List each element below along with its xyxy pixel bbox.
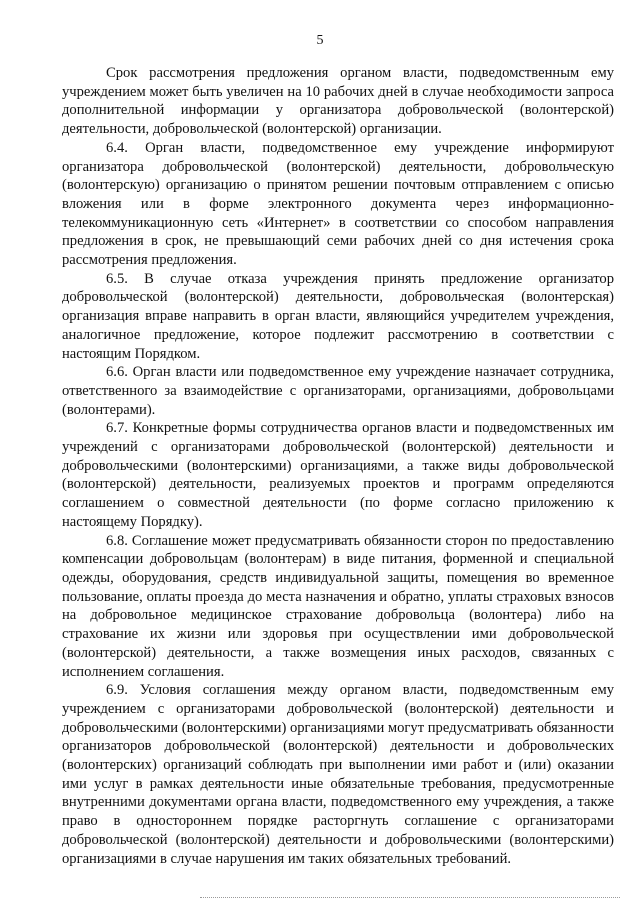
document-body (62, 64, 614, 868)
paragraph-6-9: 6.9. Условия соглашения между органом власти, подведомственным ему учреждением с организаторами добровольческой (волонтерской) деятельности и добровольческими (волонтерскими) организациями могут предусматривать обязанности организаторов добровольческой (волонтерской) деятельности и добровольческих (волонтерских) организаций соблюдать при выполнении ими работ и (или) оказании ими услуг в рамках деятельности иные обязательные требования, предусмотренные внутренними документами органа власти, подведомственного ему учреждения, а также право в одностороннем порядке расторгнуть соглашение с организаторами добровольческой (волонтерской) деятельности и добровольческими (волонтерскими) организациями в случае нарушения им таких обязательных требований. (62, 682, 614, 867)
page-number: 5 (316, 33, 324, 48)
paragraph-6-8: 6.8. Соглашение может предусматривать обязанности сторон по предоставлению компенсации добровольцам (волонтерам) в виде питания, форменной и специальной одежды, оборудования, средств индивидуальной защиты, помещения во временное пользование, оплаты проезда до места назначения и обратно, уплаты страховых взносов на добровольное медицинское страхование добровольца (волонтера) либо на страхование их жизни или здоровья при осуществлении ими добровольческой (волонтерской) деятельности, а также возмещения иных расходов, связанных с исполнением соглашения. (62, 532, 614, 680)
paragraph-6-5: 6.5. В случае отказа учреждения принять предложение организатор добровольческой (волонтерской) деятельности, добровольческая (волонтерская) организация вправе направить в орган власти, являющийся учредителем учреждения, аналогичное предложение, которое подлежит рассмотрению в соответствии с настоящим Порядком. (62, 270, 614, 362)
paragraph-6-7: 6.7. Конкретные формы сотрудничества органов власти и подведомственных им учреждений с организаторами добровольческой (волонтерской) деятельности и добровольческими (волонтерскими) организациями, а также виды добровольческой (волонтерской) деятельности, реализуемых проектов и программ определяются соглашением о совместной деятельности (по форме согласно приложению к настоящему Порядку). (62, 420, 614, 530)
scan-edge-line (200, 897, 620, 899)
paragraph-6-6: 6.6. Орган власти или подведомственное ему учреждение назначает сотрудника, ответственного за взаимодействие с организаторами, организациями, добровольцами (волонтерами). (62, 364, 614, 418)
paragraph-review-period: Срок рассмотрения предложения органом власти, подведомственным ему учреждением может быть увеличен на 10 рабочих дней в случае необходимости запроса дополнительной информации у организатора добровольческой (волонтерской) деятельности, добровольческой (волонтерской) организации. (62, 65, 614, 138)
paragraph-6-4: 6.4. Орган власти, подведомственное ему учреждение информируют организатора добровольческой (волонтерской) деятельности, добровольческую (волонтерскую) организацию о принятом решении почтовым отправлением с описью вложения или в форме электронного документа через информационно-телекоммуникационную сеть «Интернет» в соответствии со способом направления предложения в срок, не превышающий семи рабочих дней со дня истечения срока рассмотрения предложения. (62, 139, 614, 269)
